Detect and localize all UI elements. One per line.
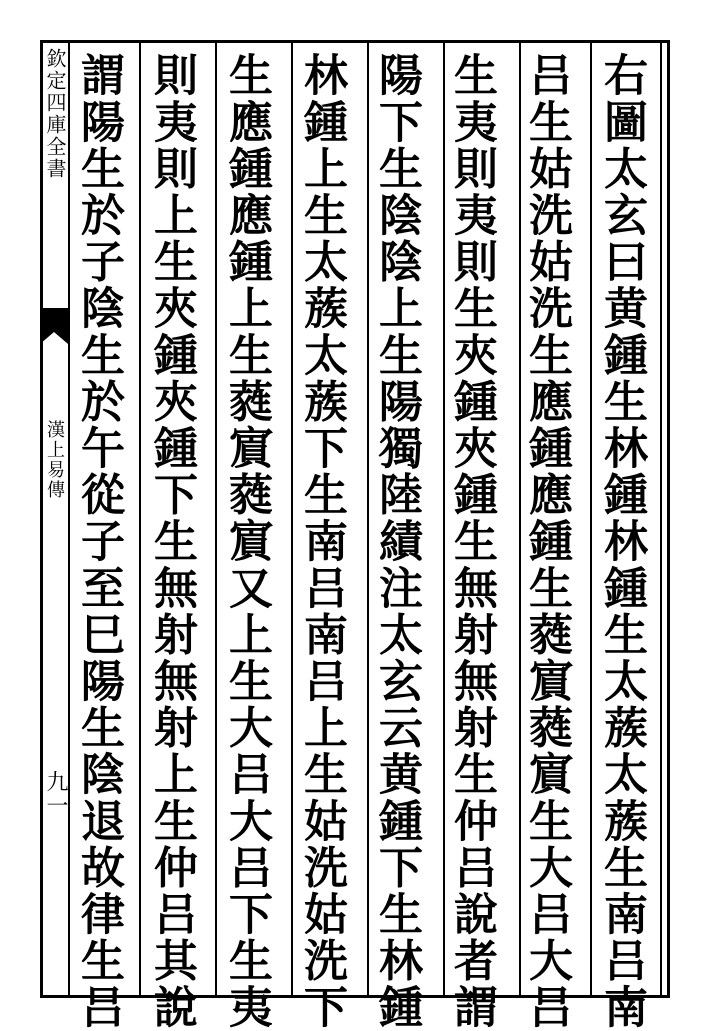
text-column-7: 則夷則上生夾鍾夾鍾下生無射無射上生仲吕其說 bbox=[146, 52, 197, 1031]
page-number: 九一 bbox=[43, 770, 68, 818]
column-rule bbox=[215, 40, 217, 998]
text-column-1: 右圖太玄曰黄鍾生林鍾林鍾生太蔟太蔟生南吕南 bbox=[596, 52, 647, 1031]
fish-tail-icon bbox=[40, 308, 68, 344]
column-rule bbox=[443, 40, 445, 998]
text-column-8: 謂陽生於子陰生於午從子至巳陽生陰退故律生吕 bbox=[73, 52, 124, 1031]
text-column-5: 林鍾上生太蔟太蔟下生南吕南吕上生姑洗姑洗下 bbox=[296, 52, 347, 1031]
text-column-4: 陽下生陰陰上生陽獨陸績注太玄云黄鍾下生林鍾 bbox=[371, 52, 422, 1031]
book-title: 欽定四庫全書 bbox=[43, 48, 67, 180]
margin-divider bbox=[68, 40, 70, 998]
section-title: 漢上易傳 bbox=[44, 420, 65, 500]
page-border-right-double bbox=[660, 40, 670, 998]
page-border bbox=[40, 40, 670, 998]
text-column-6: 生應鍾應鍾上生蕤賔蕤賔又上生大吕大吕下生夷 bbox=[221, 52, 272, 1031]
text-column-2: 吕生姑洗姑洗生應鍾應鍾生蕤賔蕤賔生大吕大吕 bbox=[521, 52, 572, 1031]
text-column-3: 生夷則夷則生夾鍾夾鍾生無射無射生仲吕說者謂 bbox=[446, 52, 497, 1031]
column-rule bbox=[590, 40, 592, 998]
column-rule bbox=[139, 40, 141, 998]
column-rule bbox=[291, 40, 293, 998]
column-rule bbox=[367, 40, 369, 998]
